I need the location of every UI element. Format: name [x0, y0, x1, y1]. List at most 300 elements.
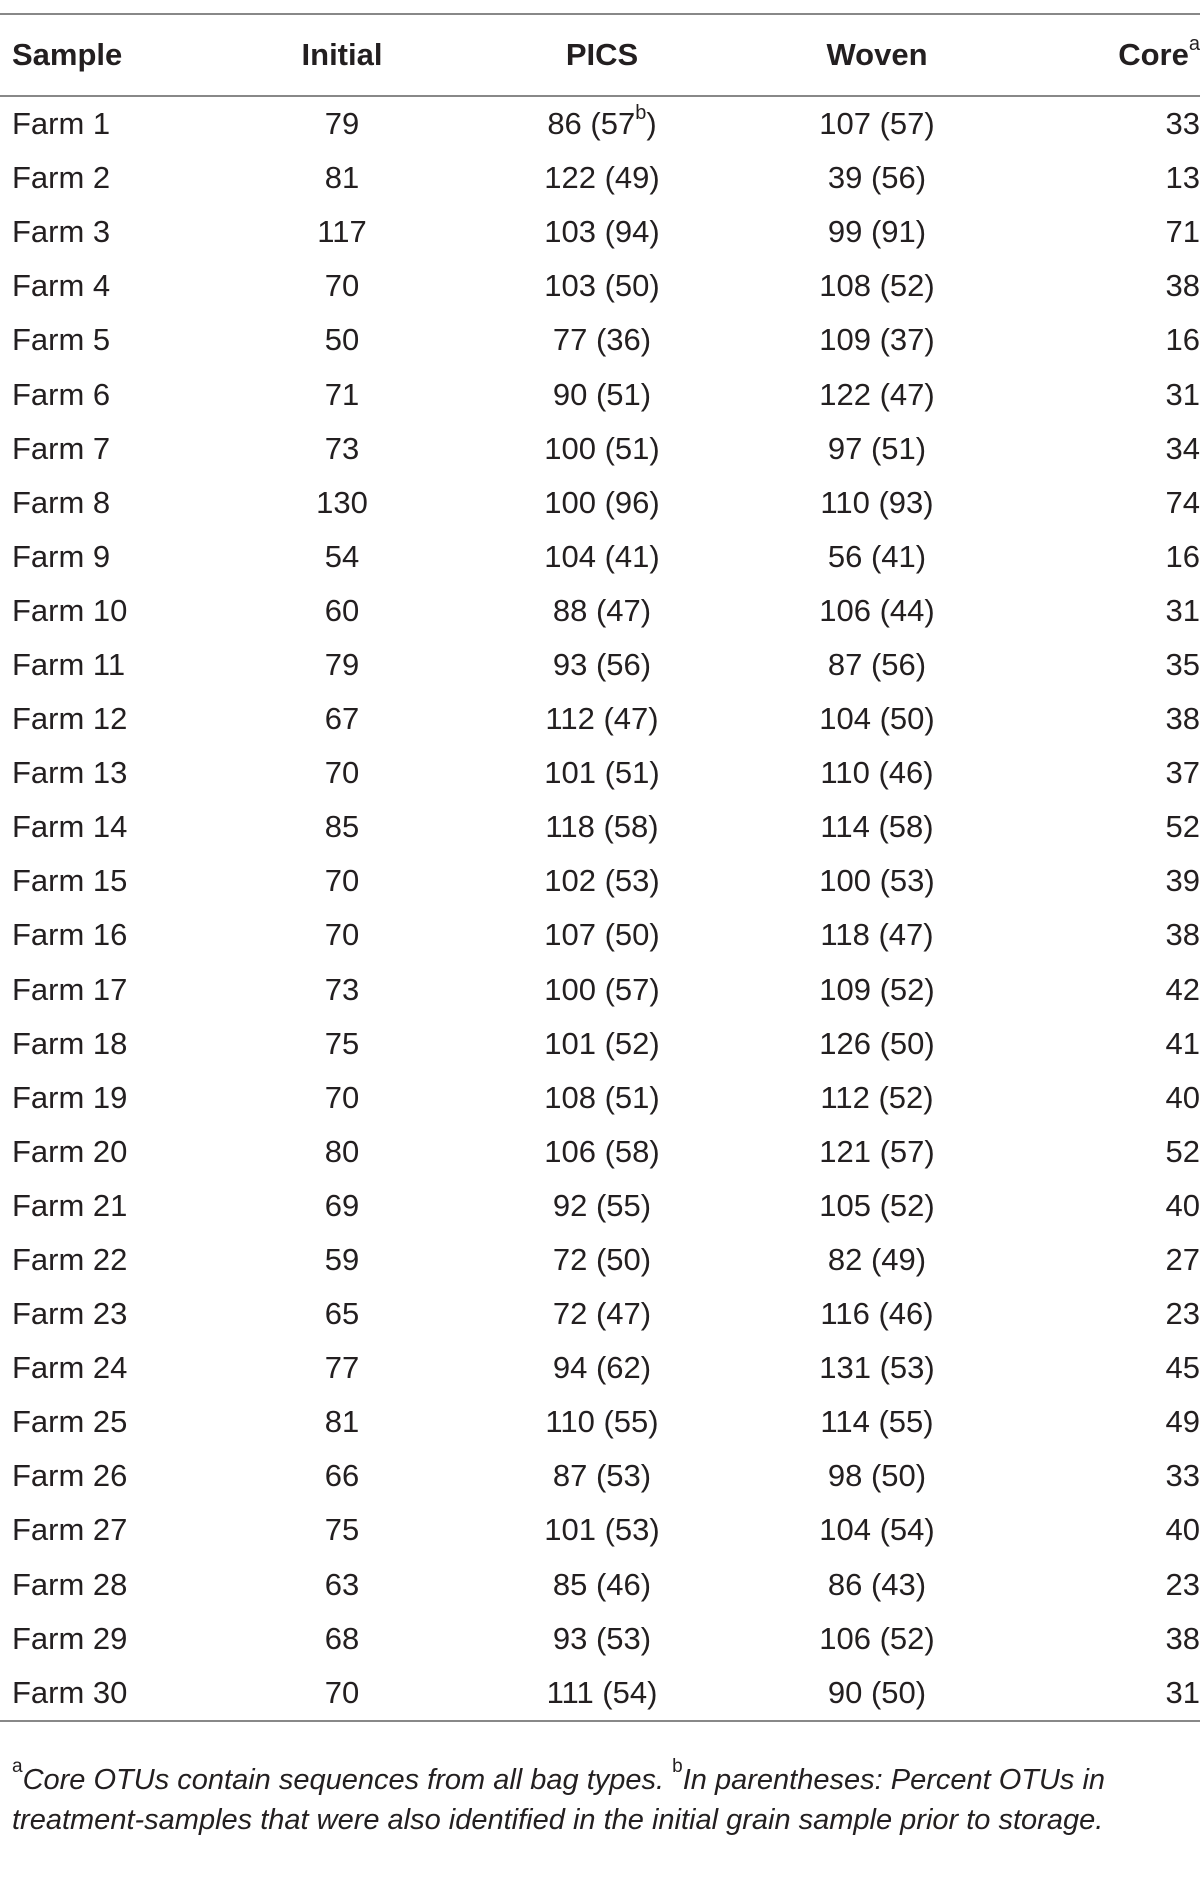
cell-core — [1017, 367, 1200, 421]
cell-pics-value: 93 (53) — [552, 1620, 652, 1656]
cell-sample-value: Farm 4 — [12, 268, 111, 304]
table-row — [0, 1017, 1200, 1071]
cell-initial — [217, 1341, 467, 1395]
cell-core-value: 71 — [1165, 214, 1200, 250]
header-core — [1017, 14, 1200, 96]
cell-core-value: 23 — [1165, 1296, 1200, 1332]
cell-core-value: 33 — [1165, 106, 1200, 142]
cell-initial — [217, 638, 467, 692]
cell-woven-value: 97 (51) — [827, 430, 927, 466]
cell-pics — [467, 1179, 737, 1233]
cell-core — [1017, 1341, 1200, 1395]
cell-pics-value: 104 (41) — [544, 538, 660, 574]
cell-core — [1017, 1179, 1200, 1233]
cell-sample-value: Farm 10 — [12, 592, 128, 628]
cell-pics — [467, 800, 737, 854]
cell-woven — [737, 908, 1017, 962]
cell-sample-value: Farm 22 — [12, 1242, 128, 1278]
cell-initial — [217, 205, 467, 259]
cell-initial-value: 71 — [324, 376, 360, 412]
cell-sample-value: Farm 28 — [12, 1566, 128, 1602]
footnote-a-marker: a — [12, 1756, 23, 1778]
cell-woven-value: 131 (53) — [819, 1350, 935, 1386]
cell-core-value: 23 — [1165, 1566, 1200, 1602]
cell-woven — [737, 530, 1017, 584]
cell-woven — [737, 1287, 1017, 1341]
cell-initial — [217, 259, 467, 313]
table-row — [0, 1612, 1200, 1666]
cell-sample — [0, 313, 217, 367]
cell-pics-value: 107 (50) — [544, 917, 660, 953]
table-row — [0, 1503, 1200, 1557]
cell-pics — [467, 313, 737, 367]
header-woven — [737, 14, 1017, 96]
cell-woven — [737, 259, 1017, 313]
cell-initial — [217, 908, 467, 962]
cell-woven — [737, 96, 1017, 151]
table-row — [0, 259, 1200, 313]
cell-pics-value: 92 (55) — [552, 1187, 652, 1223]
cell-core — [1017, 96, 1200, 151]
cell-woven-value: 87 (56) — [827, 646, 927, 682]
cell-woven — [737, 854, 1017, 908]
cell-initial — [217, 1666, 467, 1721]
cell-woven-value: 106 (44) — [819, 592, 935, 628]
cell-woven-value: 114 (55) — [820, 1404, 934, 1440]
cell-woven — [737, 692, 1017, 746]
cell-initial — [217, 963, 467, 1017]
cell-sample-value: Farm 24 — [12, 1350, 128, 1386]
cell-woven — [737, 1125, 1017, 1179]
cell-core-value: 35 — [1165, 646, 1200, 682]
cell-woven-value: 116 (46) — [820, 1296, 934, 1332]
cell-pics — [467, 692, 737, 746]
cell-initial — [217, 1395, 467, 1449]
table-row — [0, 1666, 1200, 1721]
header-sample — [0, 14, 217, 96]
cell-sample — [0, 1287, 217, 1341]
cell-initial — [217, 476, 467, 530]
cell-pics — [467, 1287, 737, 1341]
cell-core-value: 40 — [1165, 1079, 1200, 1115]
cell-woven-value: 114 (58) — [820, 809, 934, 845]
cell-sample — [0, 1558, 217, 1612]
footnote-marker-b: b — [635, 101, 647, 124]
header-core-label: Core — [1118, 37, 1189, 72]
table-row — [0, 963, 1200, 1017]
cell-initial — [217, 584, 467, 638]
cell-woven-value: 126 (50) — [819, 1025, 935, 1061]
cell-initial-value: 75 — [324, 1025, 360, 1061]
cell-initial — [217, 1125, 467, 1179]
cell-core-value: 40 — [1165, 1512, 1200, 1548]
cell-initial — [217, 1071, 467, 1125]
cell-core — [1017, 638, 1200, 692]
cell-woven — [737, 1666, 1017, 1721]
cell-core — [1017, 1233, 1200, 1287]
cell-initial-value: 50 — [324, 322, 360, 358]
cell-sample-value: Farm 20 — [12, 1133, 128, 1169]
cell-woven-value: 90 (50) — [827, 1674, 927, 1710]
cell-initial — [217, 313, 467, 367]
table-row — [0, 854, 1200, 908]
cell-pics — [467, 1558, 737, 1612]
cell-core — [1017, 259, 1200, 313]
cell-pics — [467, 746, 737, 800]
cell-core — [1017, 746, 1200, 800]
cell-initial-value: 77 — [324, 1350, 360, 1386]
cell-sample — [0, 854, 217, 908]
cell-initial-value: 63 — [324, 1566, 360, 1602]
cell-pics — [467, 1125, 737, 1179]
cell-initial-value: 75 — [324, 1512, 360, 1548]
cell-pics-value: 110 (55) — [545, 1404, 659, 1440]
header-row — [0, 14, 1200, 96]
cell-sample-value: Farm 23 — [12, 1296, 128, 1332]
footnote-marker-a: a — [1188, 32, 1200, 55]
cell-core-value: 42 — [1165, 971, 1200, 1007]
table-row — [0, 1287, 1200, 1341]
cell-sample-value: Farm 7 — [12, 430, 111, 466]
cell-core-value: 39 — [1165, 863, 1200, 899]
header-woven-label: Woven — [826, 37, 928, 72]
table-footnote — [12, 1756, 1188, 1840]
cell-sample — [0, 1125, 217, 1179]
cell-pics-value: 100 (96) — [544, 484, 660, 520]
cell-pics-value: 108 (51) — [544, 1079, 660, 1115]
cell-core — [1017, 908, 1200, 962]
cell-sample-value: Farm 8 — [12, 484, 111, 520]
cell-pics-value: 122 (49) — [544, 160, 660, 196]
cell-woven — [737, 1449, 1017, 1503]
cell-woven-value: 122 (47) — [819, 376, 935, 412]
cell-core-value: 16 — [1165, 538, 1200, 574]
cell-woven — [737, 1017, 1017, 1071]
cell-sample-value: Farm 5 — [12, 322, 111, 358]
cell-woven-value: 106 (52) — [819, 1620, 935, 1656]
cell-pics — [467, 908, 737, 962]
cell-sample-value: Farm 12 — [12, 701, 128, 737]
cell-initial — [217, 530, 467, 584]
table-body — [0, 96, 1200, 1721]
cell-woven — [737, 800, 1017, 854]
cell-sample-value: Farm 11 — [12, 646, 126, 682]
cell-core — [1017, 313, 1200, 367]
cell-pics-value: 86 (57 — [547, 106, 636, 142]
cell-sample — [0, 584, 217, 638]
header-initial — [217, 14, 467, 96]
cell-sample — [0, 259, 217, 313]
cell-pics — [467, 1449, 737, 1503]
footnote-b-text: In parentheses: Percent OTUs in treatment-samples that were also identified in the initial grain sample prior to storage. — [12, 1764, 1106, 1836]
cell-core-value: 38 — [1165, 917, 1200, 953]
cell-core-value: 41 — [1165, 1025, 1200, 1061]
cell-woven — [737, 1612, 1017, 1666]
table-row — [0, 96, 1200, 151]
table-row — [0, 1341, 1200, 1395]
header-pics — [467, 14, 737, 96]
cell-woven-value: 112 (52) — [820, 1079, 934, 1115]
cell-core — [1017, 1017, 1200, 1071]
cell-initial-value: 68 — [324, 1620, 360, 1656]
cell-woven-value: 107 (57) — [819, 106, 935, 142]
cell-woven-value: 109 (37) — [819, 322, 935, 358]
cell-sample — [0, 476, 217, 530]
table-row — [0, 151, 1200, 205]
cell-pics-value: 90 (51) — [552, 376, 652, 412]
cell-pics-value: 72 (50) — [552, 1242, 652, 1278]
cell-sample — [0, 1503, 217, 1557]
cell-pics-value: 100 (51) — [544, 430, 660, 466]
table-row — [0, 692, 1200, 746]
cell-initial — [217, 1449, 467, 1503]
table-row — [0, 1125, 1200, 1179]
cell-sample — [0, 96, 217, 151]
cell-initial-value: 54 — [324, 538, 360, 574]
cell-sample-value: Farm 16 — [12, 917, 128, 953]
cell-sample-value: Farm 29 — [12, 1620, 128, 1656]
cell-pics — [467, 530, 737, 584]
cell-sample — [0, 1233, 217, 1287]
cell-woven — [737, 367, 1017, 421]
cell-core-value: 52 — [1165, 809, 1200, 845]
cell-initial-value: 130 — [316, 484, 368, 520]
cell-initial-value: 70 — [324, 1674, 360, 1710]
cell-initial-value: 70 — [324, 1079, 360, 1115]
cell-pics — [467, 1071, 737, 1125]
cell-initial-value: 70 — [324, 917, 360, 953]
cell-core-value: 27 — [1165, 1242, 1200, 1278]
cell-initial — [217, 1233, 467, 1287]
cell-woven — [737, 313, 1017, 367]
cell-woven-value: 104 (50) — [819, 701, 935, 737]
cell-pics-value: 72 (47) — [552, 1296, 652, 1332]
cell-sample — [0, 1395, 217, 1449]
cell-woven-value: 118 (47) — [820, 917, 934, 953]
cell-woven — [737, 476, 1017, 530]
cell-woven-value: 99 (91) — [827, 214, 927, 250]
cell-initial — [217, 1558, 467, 1612]
cell-pics — [467, 638, 737, 692]
cell-woven-value: 56 (41) — [827, 538, 927, 574]
cell-pics-tail: ) — [646, 106, 657, 142]
cell-core — [1017, 1449, 1200, 1503]
cell-sample — [0, 963, 217, 1017]
cell-initial-value: 81 — [324, 1404, 360, 1440]
cell-initial-value: 80 — [324, 1133, 360, 1169]
cell-woven — [737, 1341, 1017, 1395]
cell-pics-value: 101 (53) — [544, 1512, 660, 1548]
cell-pics — [467, 1233, 737, 1287]
cell-pics-value: 118 (58) — [545, 809, 659, 845]
cell-pics-value: 101 (51) — [544, 755, 660, 791]
cell-core — [1017, 205, 1200, 259]
cell-core-value: 45 — [1165, 1350, 1200, 1386]
cell-sample — [0, 746, 217, 800]
cell-core-value: 37 — [1165, 755, 1200, 791]
cell-sample-value: Farm 13 — [12, 755, 128, 791]
cell-core — [1017, 1503, 1200, 1557]
cell-pics-value: 77 (36) — [552, 322, 652, 358]
cell-initial — [217, 692, 467, 746]
cell-initial — [217, 1287, 467, 1341]
cell-woven — [737, 151, 1017, 205]
cell-pics-value: 94 (62) — [552, 1350, 652, 1386]
cell-core — [1017, 963, 1200, 1017]
cell-initial-value: 67 — [324, 701, 360, 737]
cell-core — [1017, 1558, 1200, 1612]
cell-core-value: 40 — [1165, 1187, 1200, 1223]
cell-core-value: 16 — [1165, 322, 1200, 358]
cell-initial-value: 60 — [324, 592, 360, 628]
cell-pics — [467, 1395, 737, 1449]
cell-woven-value: 100 (53) — [819, 863, 935, 899]
cell-woven-value: 105 (52) — [819, 1187, 935, 1223]
cell-pics — [467, 96, 737, 151]
table-row — [0, 313, 1200, 367]
cell-sample-value: Farm 21 — [12, 1187, 128, 1223]
cell-core — [1017, 854, 1200, 908]
cell-core-value: 38 — [1165, 701, 1200, 737]
cell-core — [1017, 800, 1200, 854]
table-row — [0, 476, 1200, 530]
cell-woven-value: 121 (57) — [819, 1133, 935, 1169]
cell-sample — [0, 1071, 217, 1125]
cell-core — [1017, 422, 1200, 476]
cell-woven — [737, 963, 1017, 1017]
cell-pics-value: 102 (53) — [544, 863, 660, 899]
cell-core-value: 38 — [1165, 1620, 1200, 1656]
cell-sample-value: Farm 15 — [12, 863, 128, 899]
cell-sample — [0, 692, 217, 746]
cell-pics-value: 93 (56) — [552, 646, 652, 682]
cell-initial-value: 69 — [324, 1187, 360, 1223]
table-row — [0, 1233, 1200, 1287]
table-header — [0, 14, 1200, 96]
cell-sample — [0, 638, 217, 692]
header-initial-label: Initial — [301, 37, 383, 72]
cell-sample — [0, 1017, 217, 1071]
otu-table — [0, 13, 1200, 1722]
cell-pics-value: 87 (53) — [552, 1458, 652, 1494]
table-row — [0, 205, 1200, 259]
cell-sample-value: Farm 9 — [12, 538, 111, 574]
cell-initial — [217, 1179, 467, 1233]
cell-initial-value: 70 — [324, 863, 360, 899]
cell-pics-value: 103 (94) — [544, 214, 660, 250]
cell-woven-value: 109 (52) — [819, 971, 935, 1007]
cell-core-value: 38 — [1165, 268, 1200, 304]
cell-core-value: 34 — [1165, 430, 1200, 466]
cell-initial-value: 79 — [324, 646, 360, 682]
cell-core — [1017, 692, 1200, 746]
cell-initial-value: 79 — [324, 106, 360, 142]
cell-sample — [0, 908, 217, 962]
cell-woven-value: 108 (52) — [819, 268, 935, 304]
cell-pics — [467, 1612, 737, 1666]
cell-initial-value: 59 — [324, 1242, 360, 1278]
table-row — [0, 1179, 1200, 1233]
cell-sample-value: Farm 1 — [12, 106, 111, 142]
cell-core — [1017, 151, 1200, 205]
cell-core-value: 31 — [1165, 592, 1200, 628]
cell-pics — [467, 1017, 737, 1071]
header-sample-label: Sample — [12, 37, 123, 72]
cell-sample-value: Farm 26 — [12, 1458, 128, 1494]
cell-woven — [737, 1558, 1017, 1612]
cell-sample-value: Farm 27 — [12, 1512, 128, 1548]
cell-sample-value: Farm 6 — [12, 376, 111, 412]
table-row — [0, 746, 1200, 800]
table-row — [0, 638, 1200, 692]
cell-sample-value: Farm 3 — [12, 214, 111, 250]
cell-initial — [217, 1017, 467, 1071]
cell-sample — [0, 1341, 217, 1395]
cell-pics — [467, 476, 737, 530]
cell-woven — [737, 1395, 1017, 1449]
cell-sample — [0, 530, 217, 584]
cell-pics — [467, 259, 737, 313]
cell-initial — [217, 151, 467, 205]
cell-pics-value: 101 (52) — [544, 1025, 660, 1061]
cell-sample-value: Farm 30 — [12, 1674, 128, 1710]
cell-woven-value: 104 (54) — [819, 1512, 935, 1548]
cell-core-value: 31 — [1165, 1674, 1200, 1710]
cell-initial — [217, 1612, 467, 1666]
table-row — [0, 530, 1200, 584]
cell-sample-value: Farm 25 — [12, 1404, 128, 1440]
cell-core — [1017, 584, 1200, 638]
table-row — [0, 908, 1200, 962]
cell-woven — [737, 638, 1017, 692]
cell-sample — [0, 367, 217, 421]
table-row — [0, 367, 1200, 421]
cell-woven-value: 110 (93) — [820, 484, 934, 520]
cell-initial — [217, 422, 467, 476]
cell-core-value: 13 — [1165, 160, 1200, 196]
cell-initial — [217, 367, 467, 421]
cell-pics — [467, 1503, 737, 1557]
cell-woven-value: 110 (46) — [820, 755, 934, 791]
cell-woven — [737, 746, 1017, 800]
cell-core-value: 31 — [1165, 376, 1200, 412]
header-pics-label: PICS — [565, 37, 639, 72]
cell-woven — [737, 205, 1017, 259]
cell-pics-value: 100 (57) — [544, 971, 660, 1007]
cell-core-value: 74 — [1165, 484, 1200, 520]
cell-sample-value: Farm 18 — [12, 1025, 128, 1061]
cell-sample-value: Farm 19 — [12, 1079, 128, 1115]
cell-sample — [0, 205, 217, 259]
cell-initial-value: 70 — [324, 755, 360, 791]
footnote-a-text: Core OTUs contain sequences from all bag types. — [22, 1764, 673, 1796]
cell-core — [1017, 1287, 1200, 1341]
footnote-b-marker: b — [672, 1756, 683, 1778]
cell-initial — [217, 1503, 467, 1557]
cell-initial — [217, 854, 467, 908]
cell-core — [1017, 530, 1200, 584]
cell-sample-value: Farm 17 — [12, 971, 128, 1007]
cell-woven-value: 98 (50) — [827, 1458, 927, 1494]
table-row — [0, 1558, 1200, 1612]
cell-initial-value: 65 — [324, 1296, 360, 1332]
cell-initial — [217, 96, 467, 151]
cell-core-value: 33 — [1165, 1458, 1200, 1494]
cell-initial-value: 117 — [317, 214, 367, 250]
cell-sample — [0, 1666, 217, 1721]
cell-sample — [0, 1179, 217, 1233]
cell-sample-value: Farm 14 — [12, 809, 128, 845]
